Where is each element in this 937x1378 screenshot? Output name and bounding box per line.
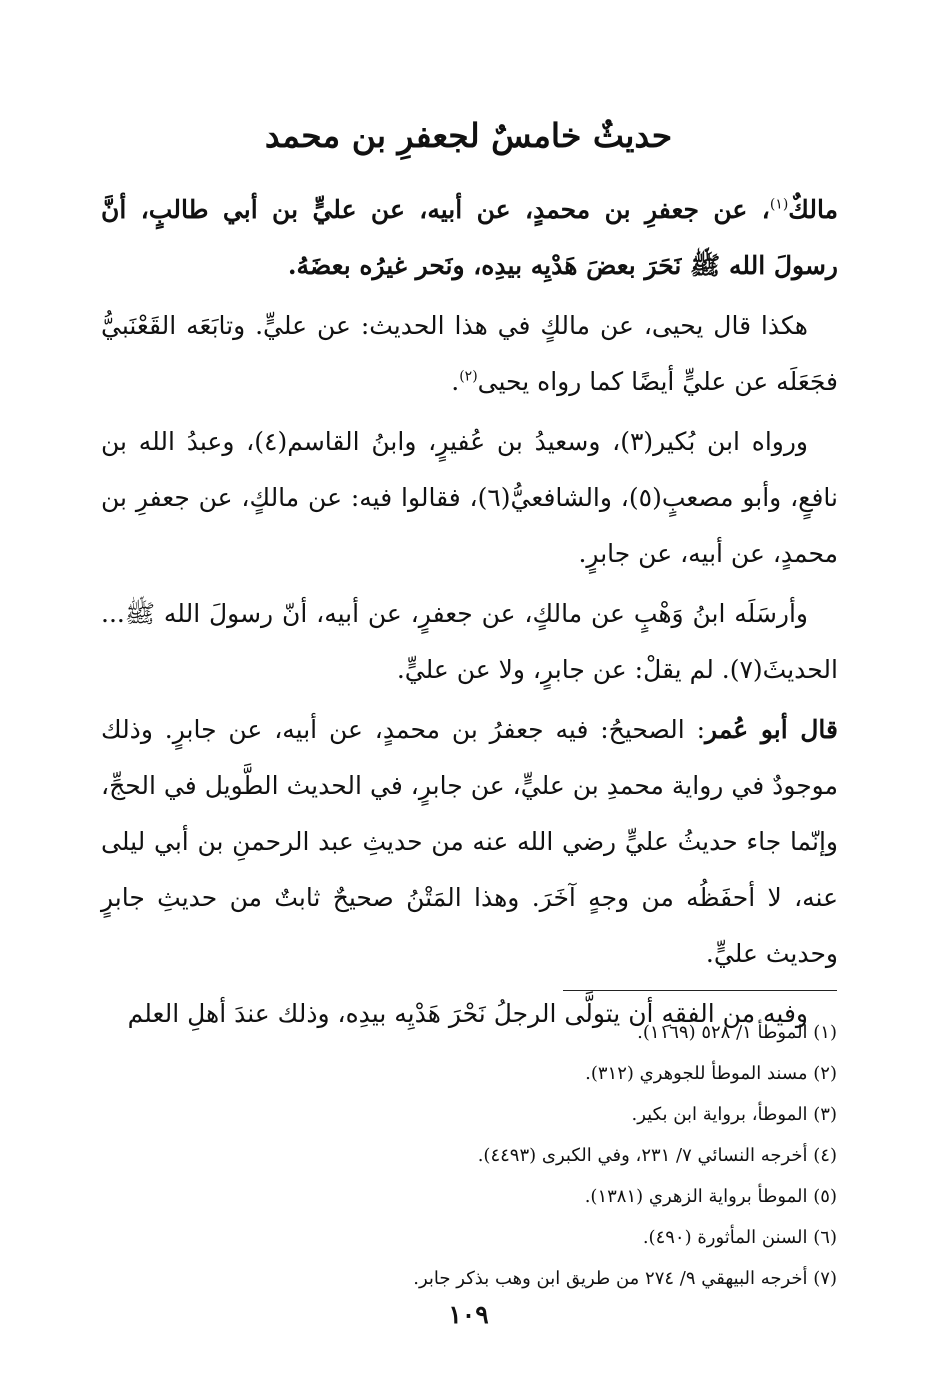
footnote-6: (٦) السنن المأثورة (٤٩٠). bbox=[642, 1227, 837, 1248]
footnote-3: (٣) الموطأ، برواية ابن بكير. bbox=[631, 1104, 837, 1125]
paragraph-2-tail: . bbox=[451, 367, 460, 396]
narrator-malik: مالكٌ bbox=[788, 195, 838, 224]
paragraph-5-text: : الصحيحُ: فيه جعفرُ بن محمدٍ، عن أبيه، عن جابرٍ. وذلك موجودٌ في رواية محمدِ بن عليٍّ، عن جابرٍ، في الحديث الطَّويل في الحجِّ، وإنّما جاء حديثُ عليٍّ رضي الله عنه من حديثِ عبد الرحمنِ بن أبي ليلى عنه، لا أحفَظُه من وجهٍ آخَرَ. وهذا المَتْنُ صحيحٌ ثابتٌ من حديثِ جابرٍ وحديث عليٍّ. bbox=[101, 715, 838, 968]
paragraph-1 bbox=[101, 182, 838, 294]
footnote-ref-2: (٢) bbox=[459, 368, 478, 385]
abu-umar-label: قال أبو عُمر bbox=[705, 715, 839, 744]
footnote-2: (٢) مسند الموطأ للجوهري (٣١٢). bbox=[585, 1063, 837, 1084]
footnotes bbox=[100, 1012, 837, 1299]
footnote-5: (٥) الموطأ برواية الزهري (١٣٨١). bbox=[584, 1186, 837, 1207]
footnote-ref-1: (١) bbox=[769, 196, 789, 213]
paragraph-2 bbox=[101, 298, 838, 410]
footnote-4: (٤) أخرجه النسائي ٧/ ٢٣١، وفي الكبرى (٤٤٩٣). bbox=[477, 1145, 837, 1166]
footnote-7: (٧) أخرجه البيهقي ٩/ ٢٧٤ من طريق ابن وهب بذكر جابر. bbox=[413, 1268, 837, 1289]
main-text bbox=[101, 182, 838, 1046]
paragraph-4: وأرسَلَه ابنُ وَهْبٍ عن مالكٍ، عن جعفرٍ، عن أبيه، أنّ رسولَ الله ﷺ... الحديثَ(٧). لم يقلْ: عن جابرٍ، ولا عن عليٍّ. bbox=[101, 599, 838, 684]
chapter-title: حديثٌ خامسٌ لجعفرِ بن محمد bbox=[264, 116, 673, 155]
paragraph-2-text: هكذا قال يحيى، عن مالكٍ في هذا الحديث: عن عليٍّ. وتابَعَه القَعْنَبيُّ فجَعَلَه عن عليٍّ أيضًا كما رواه يحيى bbox=[101, 311, 838, 396]
paragraph-1-text: ، عن جعفرِ بن محمدٍ، عن أبيه، عن عليٍّ بن أبي طالبٍ، أنَّ رسولَ الله ﷺ نَحَرَ بعضَ هَدْيِه بيدِه، ونَحر غيرُه بعضَهُ. bbox=[101, 195, 838, 280]
paragraph-6: وفيه من الفقهِ أن يتولَّى الرجلُ نَحْرَ هَدْيِه بيدِه، وذلك عندَ أهلِ العلم bbox=[127, 999, 808, 1028]
footnote-1: (١) الموطأ ١/ ٥٢٨ (١١٦٩). bbox=[637, 1022, 837, 1043]
paragraph-5 bbox=[101, 702, 838, 982]
footnote-divider bbox=[563, 990, 837, 991]
page-number: ١٠٩ bbox=[448, 1300, 489, 1329]
paragraph-3: ورواه ابن بُكير(٣)، وسعيدُ بن عُفيرٍ، وابنُ القاسم(٤)، وعبدُ الله بن نافعٍ، وأبو مصعبٍ(٥)، والشافعيُّ(٦)، فقالوا فيه: عن مالكٍ، عن جعفرِ بن محمدٍ، عن أبيه، عن جابرٍ. bbox=[101, 427, 838, 568]
